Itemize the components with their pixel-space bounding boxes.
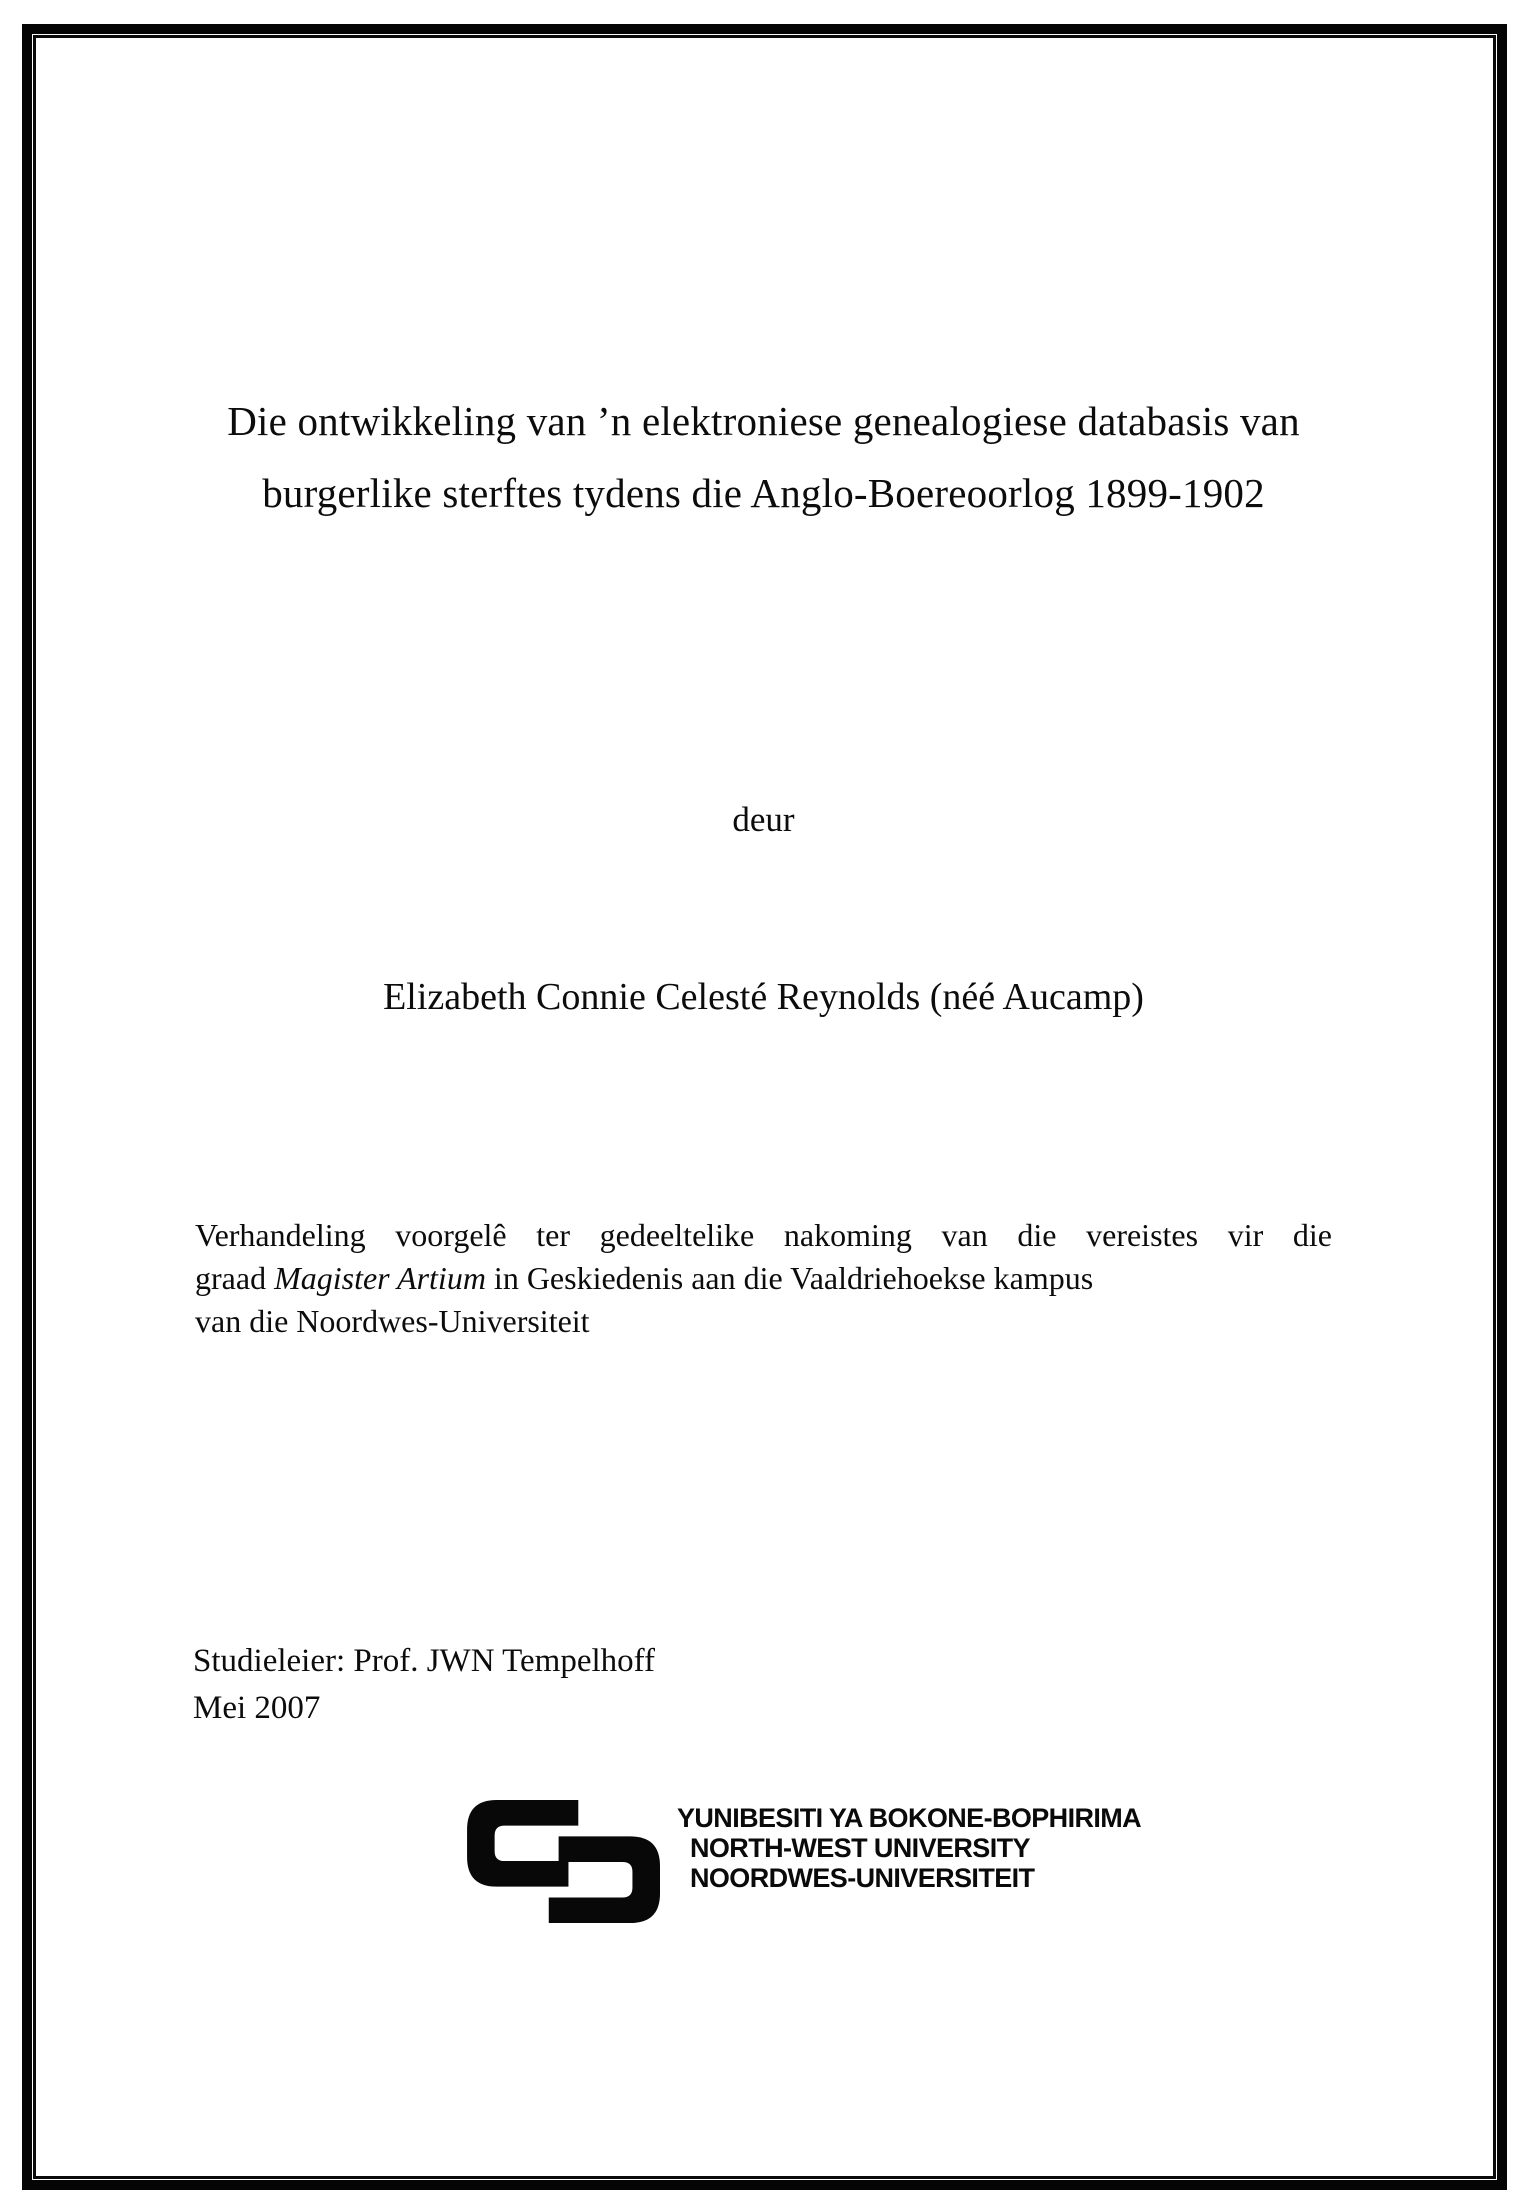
degree-statement	[195, 1214, 1332, 1343]
logo-text-setswana: YUNIBESITI YA BOKONE-BOPHIRIMA	[677, 1803, 1142, 1833]
byline-label: deur	[732, 800, 795, 839]
degree-statement-line2	[195, 1257, 1332, 1300]
thesis-title-line1: Die ontwikkeling van ’n elektroniese genealogiese databasis van	[227, 398, 1300, 444]
logo-text-english: NORTH-WEST UNIVERSITY	[690, 1833, 1030, 1863]
university-logo-text	[677, 1803, 1141, 1893]
logo-text-afrikaans: NOORDWES-UNIVERSITEIT	[690, 1863, 1035, 1893]
degree-statement-line1: Verhandeling voorgelê ter gedeeltelike nakoming van die vereistes vir die	[195, 1217, 1332, 1253]
degree-statement-line2-prefix: graad	[195, 1260, 275, 1296]
thesis-title-line2: burgerlike sterftes tydens die Anglo-Boereoorlog 1899-1902	[262, 470, 1265, 516]
degree-name-italic: Magister Artium	[274, 1260, 486, 1296]
university-logo	[467, 1800, 1141, 1926]
degree-statement-line2-suffix: in Geskiedenis aan die Vaaldriehoekse kampus	[485, 1260, 1094, 1296]
thesis-title	[110, 385, 1417, 529]
supervisor-block	[193, 1638, 655, 1732]
degree-statement-line3: van die Noordwes-Universiteit	[195, 1303, 590, 1339]
author-name: Elizabeth Connie Celesté Reynolds (néé Aucamp)	[383, 976, 1144, 1018]
date-line: Mei 2007	[193, 1690, 321, 1726]
nwu-interlocking-links-icon	[467, 1800, 664, 1926]
supervisor-line: Studieleier: Prof. JWN Tempelhoff	[193, 1643, 656, 1679]
